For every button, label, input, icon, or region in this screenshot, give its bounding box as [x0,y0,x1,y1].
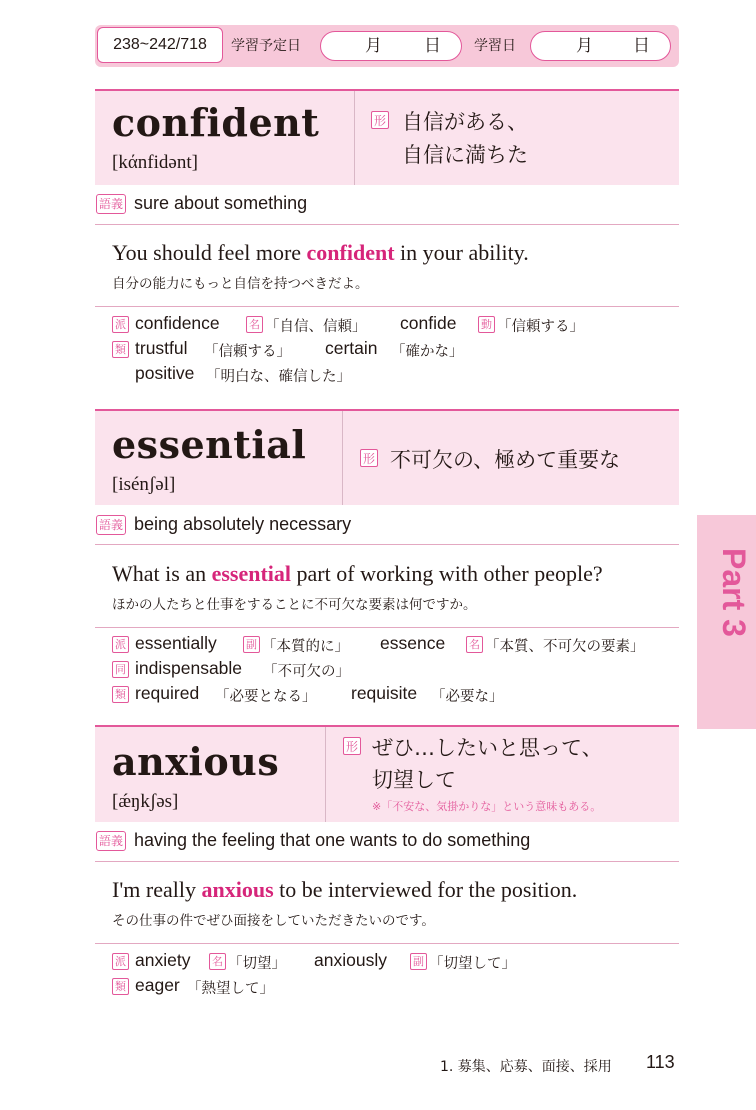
example-sentence: You should feel more confident in your ability. [112,240,529,265]
related-word: certain [325,338,378,358]
related-meaning: 「自信、信頼」 [265,319,367,335]
related-word: essentially [135,633,217,653]
derivative-tag: 派 [112,316,129,333]
headword: essential [112,422,307,467]
meaning-line: 不可欠の、極めて重要な [390,448,621,472]
headword: anxious [112,739,280,784]
related-word: positive [135,363,195,383]
study-month-label: 月 [576,36,593,56]
related-word: required [135,683,200,703]
meaning-note: ※「不安な、気掛かりな」という意味もある。 [372,800,602,813]
related-word: anxiety [135,950,191,970]
example-sentence: What is an essential part of working with other people? [112,561,603,586]
synonym-tag: 類 [112,978,129,995]
planned-day-label: 日 [424,36,441,56]
synonym-tag: 類 [112,341,129,358]
related-meaning: 「切望して」 [429,956,516,972]
definition-tag: 語義 [96,194,126,214]
related-meaning: 「必要な」 [431,689,504,705]
pos-adverb-icon: 副 [410,953,427,970]
meaning-line: 自信に満ちた [402,143,528,167]
pronunciation: [ǽŋkʃəs] [112,791,179,812]
section-divider [95,627,679,628]
related-word: indispensable [135,658,243,678]
pronunciation: [kάnfidənt] [112,152,198,173]
example-translation: ほかの人たちと仕事をすることに不可欠な要素は何ですか。 [112,597,477,613]
related-word: trustful [135,338,188,358]
study-day-label: 日 [633,36,650,56]
related-meaning: 「確かな」 [391,344,464,360]
pos-adjective-icon: 形 [371,111,389,129]
pos-adjective-icon: 形 [360,449,378,467]
example-keyword: anxious [201,877,274,902]
section-divider [95,306,679,307]
pos-verb-icon: 動 [478,316,495,333]
pos-noun-icon: 名 [209,953,226,970]
definition-tag: 語義 [96,831,126,851]
page-number: 113 [646,1052,675,1072]
chapter-title: 1. 募集、応募、面接、採用 [440,1059,612,1075]
pronunciation: [isénʃəl] [112,474,176,495]
definition-text: being absolutely necessary [134,514,352,534]
related-meaning: 「信頼する」 [204,344,291,360]
related-word: essence [380,633,446,653]
related-word: requisite [351,683,418,703]
pos-adjective-icon: 形 [343,737,361,755]
related-meaning: 「明白な、確信した」 [206,369,351,385]
definition-text: sure about something [134,193,308,213]
section-divider [95,943,679,944]
related-meaning: 「信頼する」 [497,319,584,335]
related-word: anxiously [314,950,387,970]
related-meaning: 「必要となる」 [215,689,317,705]
study-date-label: 学習日 [474,38,516,54]
derivative-tag: 派 [112,636,129,653]
related-meaning: 「不可欠の」 [263,664,350,680]
related-meaning: 「切望」 [228,956,286,972]
related-meaning: 「本質、不可欠の要素」 [485,639,645,655]
example-translation: その仕事の件でぜひ面接をしていただきたいのです。 [112,913,435,929]
headword: confident [112,100,320,145]
example-keyword: confident [306,240,395,265]
derivative-tag: 派 [112,953,129,970]
meaning-line: 切望して [372,768,456,792]
example-sentence: I'm really anxious to be interviewed for the position. [112,877,578,902]
synonym-tag: 類 [112,686,129,703]
meaning-line: ぜひ…したいと思って、 [372,736,603,760]
definition-text: having the feeling that one wants to do something [134,830,531,850]
pos-noun-icon: 名 [246,316,263,333]
related-word: confidence [135,313,220,333]
example-translation: 自分の能力にもっと自信を持つべきだよ。 [112,276,369,292]
planned-date-label: 学習予定日 [231,38,301,54]
entry-divider [354,91,355,185]
entry-divider [342,411,343,505]
related-meaning: 「本質的に」 [262,639,349,655]
meaning-line: 自信がある、 [402,110,528,134]
entry-divider [325,727,326,822]
planned-month-label: 月 [365,36,382,56]
pos-noun-icon: 名 [466,636,483,653]
pos-adverb-icon: 副 [243,636,260,653]
definition-tag: 語義 [96,515,126,535]
synonym-equivalent-tag: 同 [112,661,129,678]
part-side-tab-label: Part 3 [716,548,752,637]
related-meaning: 「熱望して」 [187,981,274,997]
related-word: eager [135,975,180,995]
example-keyword: essential [211,561,292,586]
related-word: confide [400,313,457,333]
word-range-counter: 238~242/718 [97,27,223,63]
